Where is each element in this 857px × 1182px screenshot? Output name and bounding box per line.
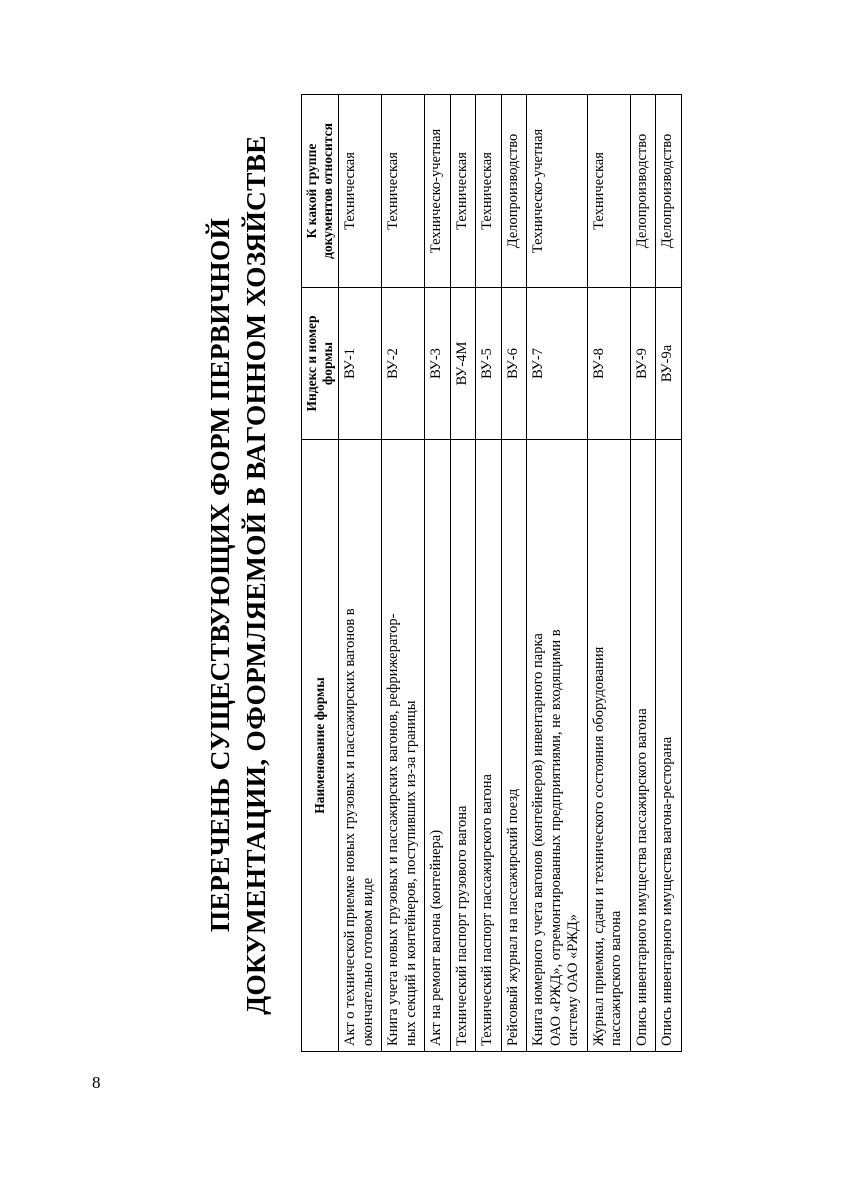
form-index-cell: ВУ-9 bbox=[630, 288, 656, 440]
table-row bbox=[630, 95, 656, 1052]
document-group-cell: Техническая bbox=[476, 95, 502, 288]
form-index-cell: ВУ-6 bbox=[501, 288, 527, 440]
header-document-group-line-2: документов относится bbox=[320, 123, 335, 259]
form-name-cell bbox=[339, 440, 382, 1052]
document-group-cell: Техническо-учетная bbox=[527, 95, 588, 288]
table-body bbox=[339, 95, 682, 1052]
form-name-line: Книга номерного учета вагонов (контейнеров) инвентарного парка bbox=[530, 633, 546, 1046]
form-index-cell: ВУ-8 bbox=[587, 288, 630, 440]
title-line-1: ПЕРЕЧЕНЬ СУЩЕСТВУЮЩИХ ФОРМ ПЕРВИЧНОЙ bbox=[204, 217, 235, 933]
table-row bbox=[339, 95, 382, 1052]
form-name-cell bbox=[527, 440, 588, 1052]
table-row bbox=[527, 95, 588, 1052]
document-group-cell: Техническо-учетная bbox=[425, 95, 451, 288]
table-row bbox=[501, 95, 527, 1052]
document-group-cell: Техническая bbox=[382, 95, 425, 288]
form-name-line: Акт на ремонт вагона (контейнера) bbox=[428, 829, 444, 1046]
form-index-cell: ВУ-1 bbox=[339, 288, 382, 440]
form-name-line: пассажирского вагона bbox=[608, 910, 624, 1046]
form-index-cell: ВУ-9а bbox=[656, 288, 682, 440]
form-name-cell bbox=[501, 440, 527, 1052]
form-name-line: Опись инвентарного имущества вагона-ресторана bbox=[659, 736, 675, 1046]
title-line-2: ДОКУМЕНТАЦИИ, ОФОРМЛЯЕМОЙ В ВАГОННОМ ХОЗЯЙСТВЕ bbox=[240, 135, 271, 1015]
form-name-line: Технический паспорт пассажирского вагона bbox=[479, 774, 495, 1046]
form-name-cell bbox=[476, 440, 502, 1052]
form-index-cell: ВУ-4М bbox=[450, 288, 476, 440]
table-row bbox=[450, 95, 476, 1052]
form-index-cell: ВУ-2 bbox=[382, 288, 425, 440]
form-index-cell: ВУ-5 bbox=[476, 288, 502, 440]
table-row bbox=[587, 95, 630, 1052]
header-form-index-line-2: формы bbox=[320, 341, 335, 386]
header-form-index-line-1: Индекс и номер bbox=[304, 315, 319, 412]
form-name-cell bbox=[425, 440, 451, 1052]
forms-table bbox=[301, 94, 682, 1052]
document-group-cell: Делопроизводство bbox=[501, 95, 527, 288]
form-name-cell bbox=[656, 440, 682, 1052]
rotated-content bbox=[202, 95, 752, 1055]
table-row bbox=[656, 95, 682, 1052]
header-document-group bbox=[302, 95, 339, 288]
form-name-line: Акт о технической приемке новых грузовых и пассажирских вагонов в bbox=[342, 608, 358, 1046]
table-row bbox=[476, 95, 502, 1052]
form-name-line: ных секций и контейнеров, поступивших из-за границы bbox=[402, 700, 419, 1046]
form-name-line: ОАО «РЖД», отремонтированных предприятиями, не входящими в bbox=[547, 629, 564, 1046]
form-name-line: Журнал приемки, сдачи и технического состояния оборудования bbox=[590, 646, 607, 1046]
form-index-cell: ВУ-7 bbox=[527, 288, 588, 440]
form-name-line: систему ОАО «РЖД» bbox=[565, 914, 581, 1046]
form-name-line: Книга учета новых грузовых и пассажирских вагонов, рефрижератор- bbox=[385, 613, 401, 1046]
form-name-cell bbox=[630, 440, 656, 1052]
page-title bbox=[202, 95, 292, 1055]
document-group-cell: Делопроизводство bbox=[630, 95, 656, 288]
form-name-line: Опись инвентарного имущества пассажирского вагона bbox=[633, 708, 650, 1046]
document-group-cell: Техническая bbox=[339, 95, 382, 288]
form-name-line: окончательно готовом виде bbox=[359, 877, 376, 1046]
page-number: 8 bbox=[92, 1073, 101, 1092]
document-group-cell: Техническая bbox=[450, 95, 476, 288]
form-index-cell: ВУ-3 bbox=[425, 288, 451, 440]
form-name-line: Рейсовый журнал на пассажирский поезд bbox=[504, 788, 521, 1046]
table-row bbox=[382, 95, 425, 1052]
header-document-group-line-1: К какой группе bbox=[304, 143, 319, 239]
document-group-cell: Техническая bbox=[587, 95, 630, 288]
header-form-name: Наименование формы bbox=[302, 440, 339, 1052]
form-name-line: Технический паспорт грузового вагона bbox=[453, 805, 470, 1046]
form-name-cell bbox=[587, 440, 630, 1052]
table-header-row bbox=[302, 95, 339, 1052]
form-name-cell bbox=[382, 440, 425, 1052]
table-row bbox=[425, 95, 451, 1052]
document-group-cell: Делопроизводство bbox=[656, 95, 682, 288]
form-name-cell bbox=[450, 440, 476, 1052]
header-form-index bbox=[302, 288, 339, 440]
